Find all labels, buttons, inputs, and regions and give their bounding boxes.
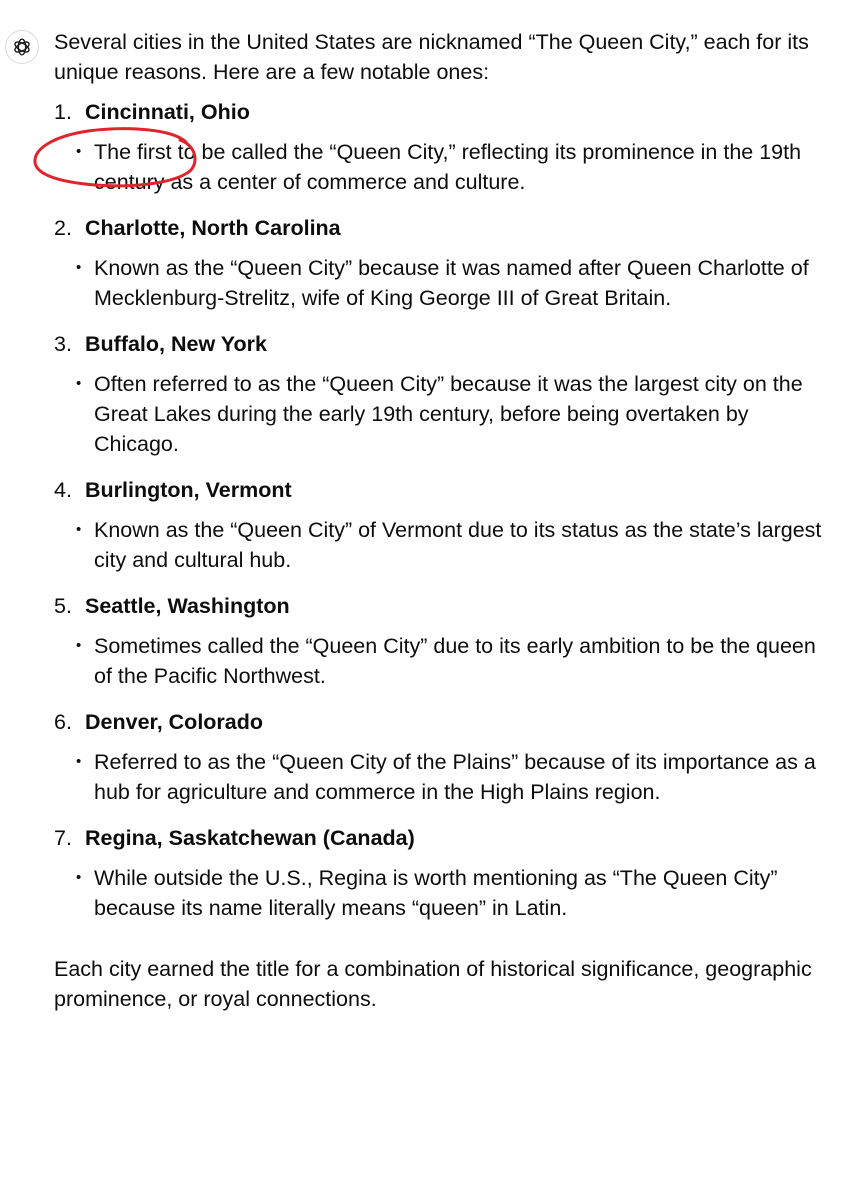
- list-item: [54, 707, 824, 807]
- detail-text: The first to be called the “Queen City,” reflecting its prominence in the 19th century as a center of commerce and culture.: [94, 140, 802, 194]
- detail-text: Often referred to as the “Queen City” because it was the largest city on the Great Lakes during the early 19th century, before being overtaken by Chicago.: [94, 372, 803, 456]
- city-name: Charlotte, North Carolina: [85, 216, 341, 240]
- list-number: 3.: [54, 332, 72, 356]
- city-name: Burlington, Vermont: [85, 478, 292, 502]
- list-item: [54, 591, 824, 691]
- assistant-avatar: [5, 30, 39, 64]
- city-detail: [54, 253, 824, 313]
- assistant-message: [54, 27, 824, 1014]
- list-number: 7.: [54, 826, 72, 850]
- city-detail: [54, 515, 824, 575]
- message-intro: Several cities in the United States are nicknamed “The Queen City,” each for its unique reasons. Here are a few notable ones:: [54, 30, 809, 84]
- list-number: 4.: [54, 478, 72, 502]
- bullet-icon: •: [76, 259, 82, 276]
- city-detail: [54, 863, 824, 923]
- bullet-icon: •: [76, 637, 82, 654]
- city-name: Cincinnati, Ohio: [85, 100, 250, 124]
- bullet-icon: •: [76, 521, 82, 538]
- list-item: [54, 475, 824, 575]
- city-heading: [54, 213, 824, 243]
- city-heading: [54, 591, 824, 621]
- list-item: [54, 97, 824, 197]
- detail-text: While outside the U.S., Regina is worth mentioning as “The Queen City” because its name literally means “queen” in Latin.: [94, 866, 778, 920]
- bullet-icon: •: [76, 375, 82, 392]
- bullet-icon: •: [76, 869, 82, 886]
- city-heading: [54, 329, 824, 359]
- city-name: Seattle, Washington: [85, 594, 290, 618]
- bullet-icon: •: [76, 143, 82, 160]
- list-item: [54, 329, 824, 459]
- openai-logo-icon: [11, 36, 33, 58]
- list-number: 5.: [54, 594, 72, 618]
- list-number: 2.: [54, 216, 72, 240]
- list-number: 1.: [54, 100, 72, 124]
- city-detail: [54, 747, 824, 807]
- detail-text: Known as the “Queen City” because it was named after Queen Charlotte of Mecklenburg-Strelitz, wife of King George III of Great Britain.: [94, 256, 809, 310]
- city-heading: [54, 475, 824, 505]
- city-heading: [54, 823, 824, 853]
- list-number: 6.: [54, 710, 72, 734]
- city-detail: [54, 137, 824, 197]
- list-item: [54, 213, 824, 313]
- city-heading: [54, 707, 824, 737]
- city-detail: [54, 369, 824, 459]
- detail-text: Known as the “Queen City” of Vermont due to its status as the state’s largest city and cultural hub.: [94, 518, 822, 572]
- city-name: Buffalo, New York: [85, 332, 267, 356]
- city-name: Denver, Colorado: [85, 710, 264, 734]
- detail-text: Referred to as the “Queen City of the Plains” because of its importance as a hub for agriculture and commerce in the High Plains region.: [94, 750, 816, 804]
- bullet-icon: •: [76, 753, 82, 770]
- list-item: [54, 823, 824, 923]
- detail-text: Sometimes called the “Queen City” due to its early ambition to be the queen of the Pacific Northwest.: [94, 634, 816, 688]
- city-detail: [54, 631, 824, 691]
- message-outro: Each city earned the title for a combination of historical significance, geographic prominence, or royal connections.: [54, 957, 812, 1011]
- city-list: [54, 97, 824, 923]
- city-heading: [54, 97, 824, 127]
- city-name: Regina, Saskatchewan (Canada): [85, 826, 415, 850]
